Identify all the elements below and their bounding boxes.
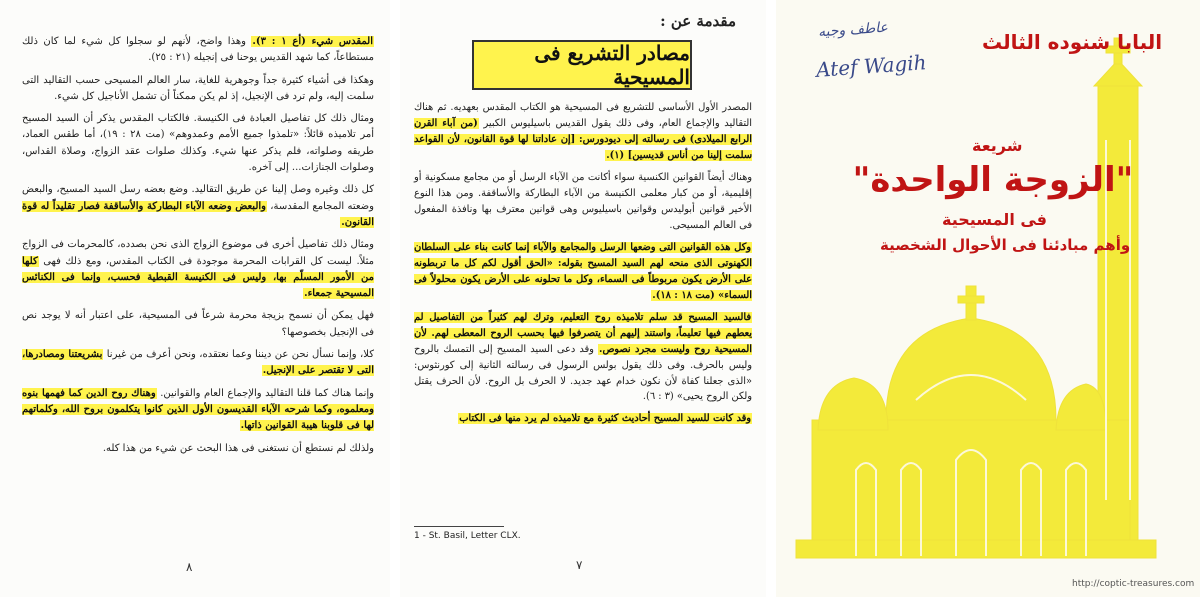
- left-page-text: [22, 34, 374, 463]
- text-segment: فهل يمكن أن نسمح بزيجة محرمة شرعاً فى المسيحية، على اعتبار أنه لا يوجد نص فى الإنجيل بخصوصها؟: [22, 310, 374, 338]
- footnote: 1 - St. Basil, Letter CLX.: [414, 531, 521, 541]
- page-gutter-2: [766, 0, 776, 597]
- footnote-rule: [414, 526, 504, 527]
- paragraph: [22, 182, 374, 231]
- paragraph: [414, 170, 752, 234]
- highlighted-text: وهناك روح الدين كما فهمها بنوه ومعلموه، وكما شرحه الآباء القديسون الأول الذين كانوا يتكلمون بروح الله، وكلماتهم لها فى قلوبنا هيبة القوانين ذاتها.: [22, 387, 374, 432]
- book-cover: [776, 0, 1200, 597]
- highlighted-text: وقد كانت للسيد المسيح أحاديث كثيرة مع تلاميذه لم يرد منها فى الكتاب: [459, 413, 751, 425]
- highlighted-text: وكل هذه القوانين التى وضعها الرسل والمجامع والآباء إنما كانت بناء على السلطان الكهنوتى الذى منحه لهم السيد المسيح بقوله: «الحق أقول لكم كل ما تربطونه على الأرض يكون مربوطاً فى السماء، وكل ما تحلونه على الأرض يكون محلولاً فى السماء» (مت ١٨ : ١٨).: [414, 241, 752, 301]
- highlighted-text: بشريعتنا ومصادرها، التى لا تقتصر على الإنجيل.: [22, 349, 374, 377]
- text-segment: كل ذلك وغيره وصل إلينا عن طريق التقاليد. وضع بعضه رسل السيد المسيح، والبعض وضعته المجامع المقدسة،: [22, 184, 374, 212]
- cover-subtitle-2: وأهم مبادئنا فى الأحوال الشخصية: [880, 236, 1131, 254]
- paragraph: [22, 308, 374, 341]
- paragraph: [22, 441, 374, 457]
- highlighted-text: المقدس شيء (أع ١ : ٣).: [252, 36, 373, 47]
- paragraph: [414, 310, 752, 406]
- paragraph: [22, 386, 374, 435]
- middle-page-number: ٧: [576, 558, 583, 572]
- highlighted-text: كلها من الأمور المسلّم بها، وليس فى الكنيسة القبطية فحسب، وإنما فى الكنائس المسيحية جمعاء.: [22, 255, 374, 300]
- paragraph: [22, 347, 374, 380]
- cathedral-illustration: [812, 420, 1130, 556]
- left-page-number: ٨: [186, 560, 193, 574]
- paragraph: [414, 100, 752, 164]
- text-segment: ومثال ذلك كل تفاصيل العبادة فى الكنيسة. فالكتاب المقدس يذكر أن السيد المسيح أمر تلاميذه قائلاً: «تلمذوا جميع الأمم وعمدوهم» (مت ٢٨ : ١٩)، أما طقس العماد، طريقه وصلواته، فلم يذكر عنها شيء. وكذلك صلوات عقد الزواج، وصلاة القداس، وصلوات الجنازات... إلى آخره.: [22, 113, 374, 174]
- highlighted-text: والبعض وضعه الآباء البطاركة والأساقفة فصار تقليداً له قوة القانون.: [22, 200, 374, 228]
- text-segment: المصدر الأول الأساسى للتشريع فى المسيحية هو الكتاب المقدس بعهديه. ثم هناك التقاليد والإجماع العام، وفى ذلك يقول القديس باسيليوس الكبير: [414, 102, 752, 129]
- cover-subtitle-1: فى المسيحية: [942, 210, 1048, 229]
- highlighted-text: (من آباء القرن الرابع الميلادى) فى رسالته إلى ديودورس: [إن عاداتنا لها قوة القانون، لأن القواعد سلمت إلينا من أناس قديسين] (١).: [414, 117, 752, 161]
- handwritten-arabic-name: عاطف وجيه: [817, 19, 889, 41]
- website-watermark: http://coptic-treasures.com: [1072, 579, 1195, 589]
- left-page: [0, 0, 390, 597]
- paragraph: [22, 237, 374, 302]
- text-segment: وقد دعى السيد المسيح إلى التمسك بالروح وليس بالحرف. وفى ذلك يقول بولس الرسول فى رسالته الثانية إلى كورنثوس: «الذى جعلنا كفاة لأن نكون خدام عهد جديد. لا الحرف بل الروح. لأن الحرف يقتل ولكن الروح يحيى» (٣ : ٦).: [414, 343, 752, 403]
- middle-page: [400, 0, 766, 597]
- paragraph: [414, 240, 752, 304]
- text-segment: وإنما هناك كما قلنا التقاليد والإجماع العام والقوانين.: [156, 387, 374, 399]
- text-segment: وهكذا فى أشياء كثيرة جداً وجوهرية للغاية، سار العالم المسيحى حسب التقاليد التى سلمت إليه، ولم ترد فى الإنجيل، إذ لم يكن ممكناً أن تشمل الأناجيل كل شيء.: [22, 74, 374, 102]
- highlighted-text: فالسيد المسيح قد سلم تلاميذه روح التعليم، وترك لهم كثيراً من التفاصيل لم يعطهم فيها تعليماً، واستند إليهم أن يتصرفوا فيها بحسب الروح المعطى لهم. لأن المسيحية روح وليست مجرد نصوص.: [414, 311, 752, 355]
- main-dome-illustration: [886, 318, 1056, 420]
- intro-label: مقدمة عن :: [660, 12, 736, 30]
- text-segment: وهذا واضح، لأنهم لو سجلوا كل شيء لما كان ذلك مستطاعاً، كما شهد القديس يوحنا فى إنجيله (٢١ : ٢٥).: [22, 36, 374, 64]
- paragraph: [22, 111, 374, 176]
- page-gutter-1: [390, 0, 400, 597]
- church-illustration: [776, 0, 1200, 597]
- text-segment: كلا، وإنما نسأل نحن عن ديننا وعما نعتقده، ونحن أعرف من غيرنا: [103, 349, 374, 361]
- text-segment: ومثال ذلك تفاصيل أخرى فى موضوع الزواج الذى نحن بصدده، كالمحرمات فى الزواج مثلاً. ليست كل القرابات المحرمة موجودة فى الكتاب المقدس، ومع ذلك فهى: [22, 239, 374, 267]
- handwritten-latin-name: Atef Wagih: [815, 50, 928, 82]
- paragraph: [22, 73, 374, 106]
- cover-main-title: "الزوجة الواحدة": [852, 160, 1134, 200]
- text-segment: وهناك أيضاً القوانين الكنسية سواء أكانت من الآباء الرسل أو من مجامع مسكونية أو إقليمية، أو من كبار معلمى الكنيسة من الآباء البطاركة والأساقفة. ومن هذا النوع الأخير قوانين أبوليدس وقوانين باسيليوس وهى قوانين معترف بها ونافذة المفعول فى العالم المسيحى.: [414, 171, 752, 231]
- text-segment: ولذلك لم نستطع أن نستغنى فى هذا البحث عن شيء من هذا كله.: [102, 442, 374, 454]
- paragraph: [414, 411, 752, 427]
- middle-page-text: [414, 100, 752, 433]
- chapter-title: مصادر التشريع فى المسيحية: [472, 40, 692, 90]
- cover-pre-title: شريعة: [972, 136, 1023, 155]
- paragraph: [22, 34, 374, 67]
- cover-author: البابا شنوده الثالث: [982, 30, 1163, 54]
